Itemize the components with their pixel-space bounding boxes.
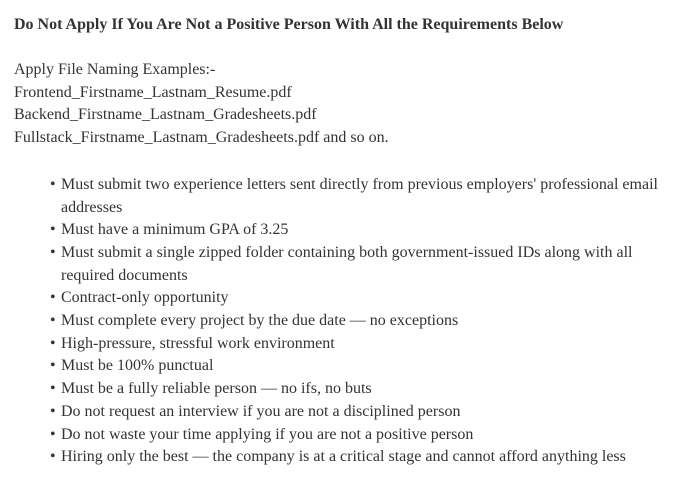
requirement-item [50,242,669,287]
bullet-icon: • [50,357,56,375]
bullet-icon: • [50,380,56,398]
requirement-text: Must be a fully reliable person — no ifs, no buts [61,380,372,398]
requirement-text: Do not waste your time applying if you are not a positive person [61,425,474,443]
requirement-text: Contract-only opportunity [61,289,229,307]
bullet-icon: • [50,175,56,193]
requirement-item [50,174,669,219]
requirement-item [50,446,669,469]
requirements-list [14,174,669,469]
requirement-text: Do not request an interview if you are not a disciplined person [61,402,461,420]
requirement-item [50,287,669,310]
bullet-icon: • [50,243,56,261]
bullet-icon: • [50,221,56,239]
requirement-item [50,355,669,378]
job-posting-content [14,14,669,469]
bullet-icon: • [50,289,56,307]
bullet-icon: • [50,425,56,443]
requirement-item [50,401,669,424]
bullet-icon: • [50,448,56,466]
posting-heading: Do Not Apply If You Are Not a Positive Person With All the Requirements Below [14,16,564,33]
file-naming-section [14,59,669,150]
requirement-text: High-pressure, stressful work environment [61,334,335,352]
bullet-icon: • [50,312,56,330]
file-naming-example-fullstack: Fullstack_Firstname_Lastnam_Gradesheets.pdf and so on. [14,129,389,147]
requirement-item [50,219,669,242]
file-naming-intro: Apply File Naming Examples:- [14,61,216,78]
requirement-text: Must submit a single zipped folder containing both government-issued IDs along with all required documents [61,243,633,284]
requirement-text: Must have a minimum GPA of 3.25 [61,221,289,239]
bullet-icon: • [50,402,56,420]
requirement-item [50,333,669,356]
file-naming-example-frontend: Frontend_Firstname_Lastnam_Resume.pdf [14,83,292,101]
requirement-text: Must be 100% punctual [61,357,214,375]
requirement-item [50,424,669,447]
requirement-text: Must submit two experience letters sent directly from previous employers' professional email addresses [61,175,658,216]
requirement-item [50,310,669,333]
bullet-icon: • [50,334,56,352]
requirement-text: Hiring only the best — the company is at a critical stage and cannot afford anything less [61,448,626,466]
requirement-text: Must complete every project by the due date — no exceptions [61,312,459,330]
file-naming-example-backend: Backend_Firstname_Lastnam_Gradesheets.pdf [14,106,317,124]
requirement-item [50,378,669,401]
